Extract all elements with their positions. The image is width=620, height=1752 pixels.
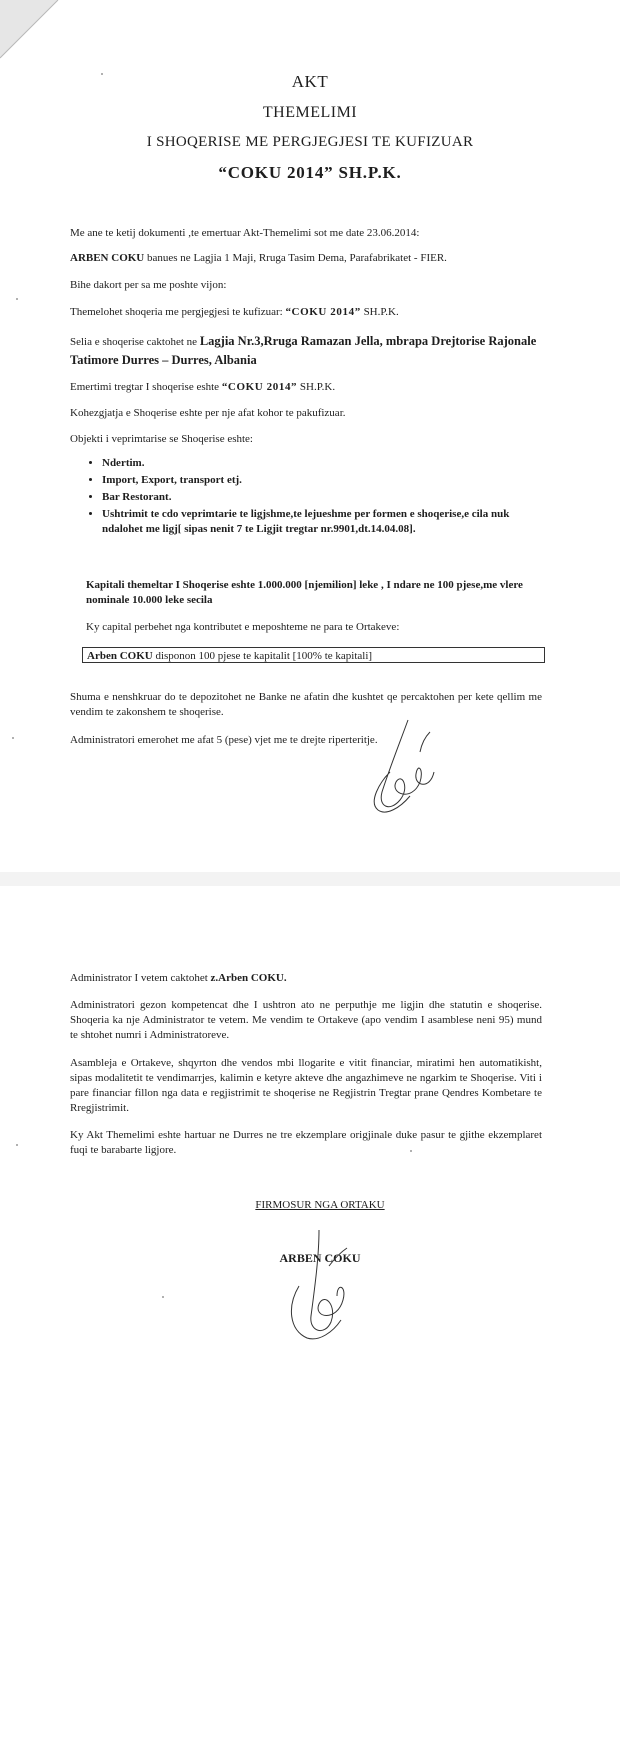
title-akt: AKT [291,72,329,91]
admin-name: z.Arben COKU. [210,972,287,984]
share-text: disponon 100 pjese te kapitalit [100% te kapitali] [152,650,373,662]
trade-prefix: Emertimi tregtar I shoqerise eshte [70,381,222,393]
admin-term-paragraph: Administratori emerohet me afat 5 (pese) vjet me te drejte riperteritje. [70,734,378,746]
company-name: “COKU 2014” [285,306,361,318]
scan-speck [101,73,103,75]
trade-suffix: SH.P.K. [297,381,336,393]
trade-name-paragraph [70,380,550,395]
object-item: • Bar Restorant. [102,490,552,505]
object-item: • Ushtrimit te cdo veprimtarie te ligjshme,te lejueshme per formen e shoqerise,e cila nuk ndalohet me ligj[ sipas nenit 7 te Ligjit tregtar nr.9901,dt.14.04.08]. [102,507,552,537]
deposit-paragraph: Shuma e nenshkruar do te depozitohet ne Banke ne afatin dhe kushtet qe percaktohen per kete qellim me vendim te zakonshem te shoqerise. [70,691,542,718]
copies-paragraph: Ky Akt Themelimi eshte hartuar ne Durres ne tre ekzemplare origjinale duke pasur te gjithe ekzemplaret fuqi te barabarte ligjore. [70,1129,542,1156]
admin-prefix: Administrator I vetem caktohet [70,972,211,984]
admin-paragraph [70,971,550,986]
document-page-1 [0,0,620,872]
admin-powers-paragraph: Administratori gezon kompetencat dhe I ushtron ato ne perputhje me ligjin dhe statutin e shoqerise. Shoqeria ka nje Administrator te vetem. Me vendim te Ortakeve (apo vendim I asamblese neni 95) mund te shtohet numri i Administratoreve. [70,999,542,1041]
seat-paragraph [70,332,550,370]
signature-scribble [285,1226,365,1346]
page-gap [0,872,620,886]
title-company-name: “COKU 2014” SH.P.K. [218,163,402,182]
share-name: Arben COKU [87,650,153,662]
scan-speck [16,298,18,300]
company-suffix: SH.P.K. [360,306,399,318]
document-page-2 [0,886,620,1752]
signature-scribble [360,712,450,822]
capital-contrib-paragraph: Ky capital perbehet nga kontributet e meposhteme ne para te Ortakeve: [86,621,400,633]
scan-speck [410,1150,412,1152]
assembly-paragraph: Asambleja e Ortakeve, shqyrton dhe vendos mbi llogarite e vitit financiar, miratimi hen automatikisht, sipas modalitetit te vendimarrjes, kalimin e ketyre akteve dhe angazhimeve ne ngarkim te Shoqerise. Viti i pare financiar fillon nga data e regjistrimit te shoqerise ne Regjistrin Tregtar prane Qendres Kombetare te Rregjistrimit. [70,1057,542,1114]
founder-address: banues ne Lagjia 1 Maji, Rruga Tasim Dema, Parafabrikatet - FIER. [144,252,447,264]
object-item: • Import, Export, transport etj. [102,473,552,488]
scan-speck [16,1144,18,1146]
founded-paragraph [70,305,550,320]
title-company-type: I SHOQERISE ME PERGJEGJESI TE KUFIZUAR [146,134,474,150]
intro-paragraph: Me ane te ketij dokumenti ,te emertuar Akt-Themelimi sot me date 23.06.2014: [70,227,420,239]
founder-paragraph [70,251,550,266]
scan-corner-shadow [0,0,70,70]
seat-prefix: Selia e shoqerise caktohet ne [70,336,200,348]
object-item: • Ndertim. [102,456,552,471]
object-intro: Objekti i veprimtarise se Shoqerise eshte: [70,433,253,445]
objects-list [84,456,552,539]
founded-prefix: Themelohet shoqeria me pergjegjesi te kufizuar: [70,306,286,318]
seat-address: Lagjia Nr.3,Rruga Ramazan Jella, mbrapa Drejtorise Rajonale Tatimore Durres – Durres, Albania [70,334,537,367]
scan-speck [12,737,14,739]
founder-name: ARBEN COKU [70,252,145,264]
scan-speck [162,1296,164,1298]
signed-by-label: FIRMOSUR NGA ORTAKU [255,1199,385,1211]
signatory-name: ARBEN COKU [279,1251,361,1265]
title-themelimi: THEMELIMI [262,104,358,121]
share-box [82,647,545,663]
trade-name: “COKU 2014” [221,381,298,393]
capital-paragraph: Kapitali themeltar I Shoqerise eshte 1.000.000 [njemilion] leke , I ndare ne 100 pjese,me vlere nominale 10.000 leke secila [86,579,523,606]
agree-paragraph: Bihe dakort per sa me poshte vijon: [70,279,227,291]
duration-paragraph: Kohezgjatja e Shoqerise eshte per nje afat kohor te pakufizuar. [70,407,346,419]
